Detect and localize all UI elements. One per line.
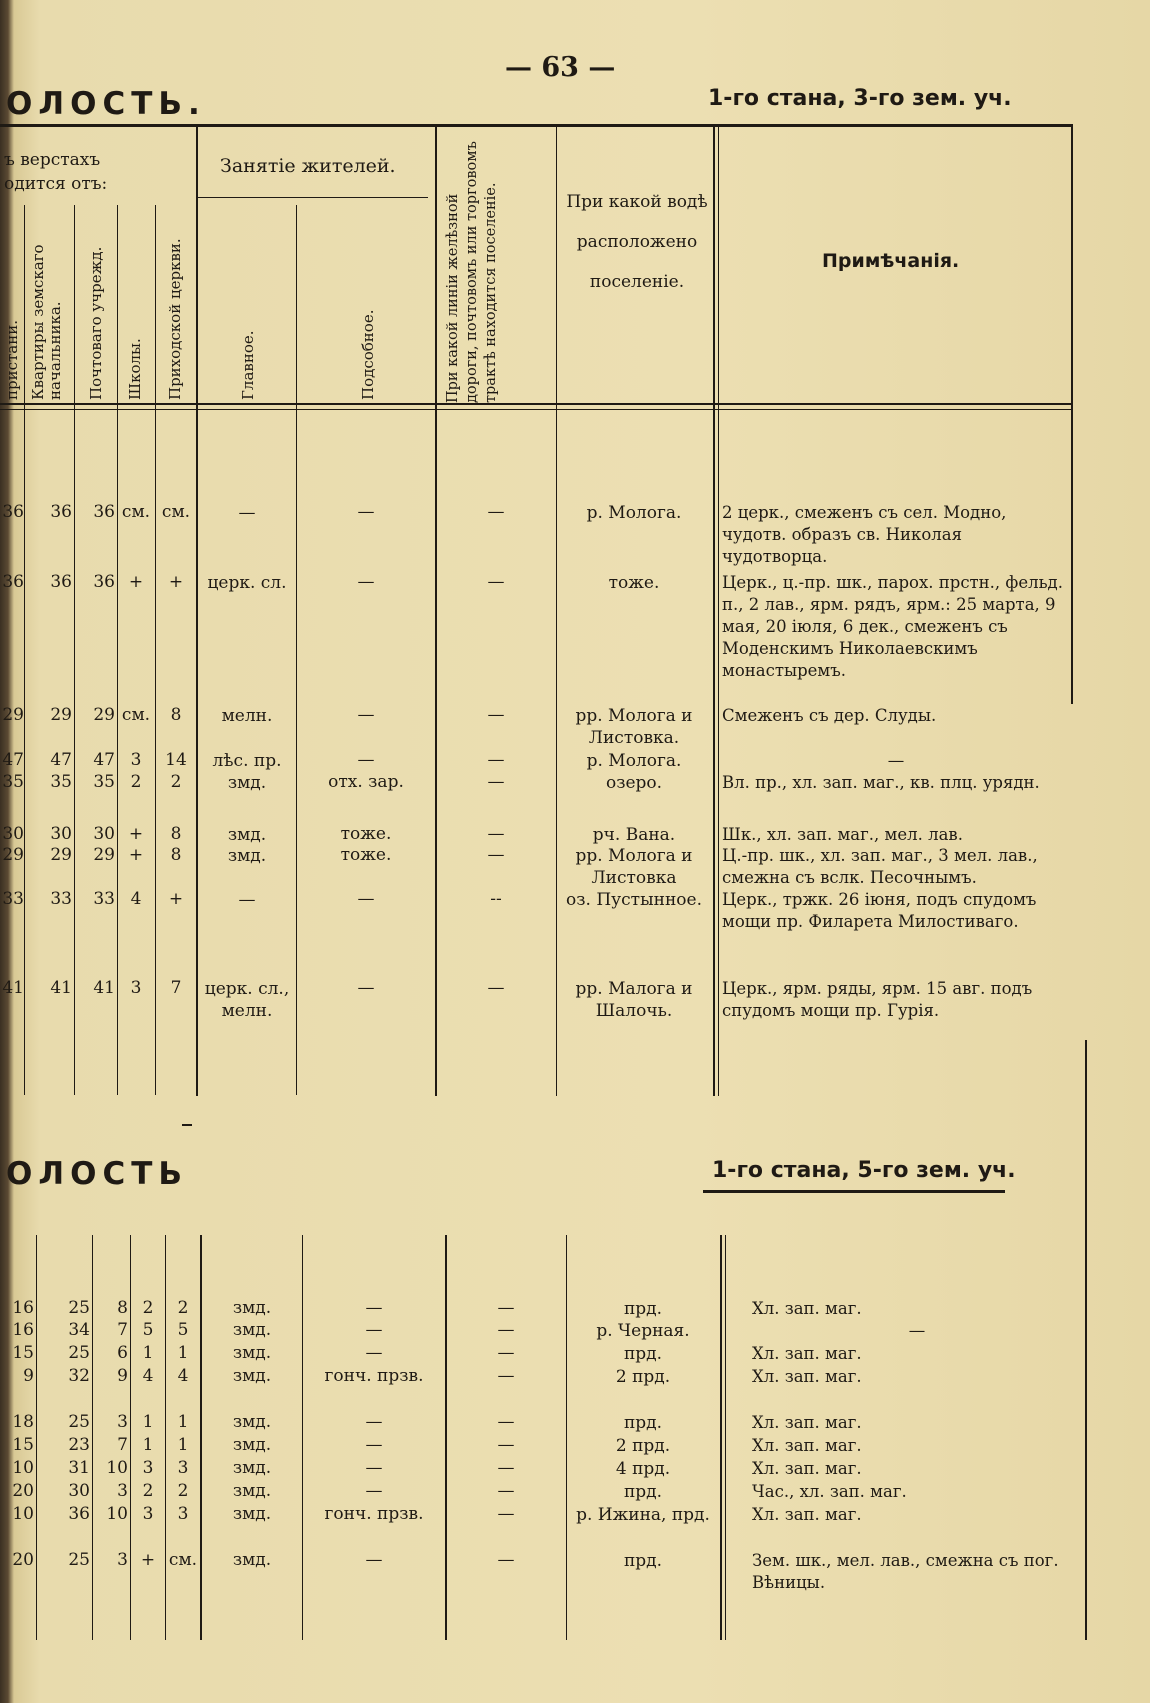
col-line <box>130 1235 131 1640</box>
cell-note: Хл. зап. маг. <box>752 1344 862 1363</box>
section1-title: ОЛОСТЬ. <box>6 86 206 122</box>
cell-p: 33 <box>2 889 24 909</box>
cell-sh: + <box>128 572 144 592</box>
cell-p: 41 <box>2 978 24 998</box>
header-top-rule <box>0 124 1072 127</box>
cell-k: 32 <box>68 1366 90 1386</box>
header-voda: При какой водѣ расположено поселеніе. <box>566 192 708 292</box>
cell-pd: — <box>357 705 375 725</box>
cell-sh: см. <box>121 705 151 725</box>
cell-ce: + <box>168 572 184 592</box>
cell-note: Час., хл. зап. маг. <box>752 1482 907 1501</box>
cell-gl: змд. <box>232 1343 272 1363</box>
col-line <box>24 205 25 1095</box>
cell-pd: — <box>365 1550 383 1570</box>
cell-p: 10 <box>12 1504 34 1524</box>
cell-sh: 3 <box>142 1504 154 1524</box>
cell-pd: тоже. <box>340 845 392 865</box>
col-line <box>718 126 719 1096</box>
header-pochta: Почтоваго учрежд. <box>87 246 105 400</box>
col-line <box>36 1235 37 1640</box>
cell-sh: + <box>140 1550 156 1570</box>
cell-p: 10 <box>12 1458 34 1478</box>
col-line <box>556 126 557 1096</box>
cell-p: 15 <box>12 1435 34 1455</box>
cell-k: 30 <box>50 824 72 844</box>
cell-note: — <box>887 751 905 770</box>
divider-mark <box>182 1124 192 1126</box>
cell-po: 41 <box>93 978 115 998</box>
cell-vo: озеро. <box>605 773 663 793</box>
cell-po: 3 <box>117 1550 128 1570</box>
cell-p: 16 <box>12 1298 34 1318</box>
cell-pd: — <box>365 1320 383 1340</box>
cell-note: Шк., хл. зап. маг., мел. лав. <box>722 825 963 844</box>
cell-k: 29 <box>50 705 72 725</box>
cell-p: 36 <box>2 572 24 592</box>
cell-li: — <box>497 1435 515 1455</box>
cell-note: — <box>908 1321 926 1340</box>
cell-ce: 1 <box>177 1343 189 1363</box>
cell-sh: 2 <box>142 1481 154 1501</box>
distance-header-2: одится отъ: <box>4 174 108 194</box>
cell-ce: см. <box>161 502 191 522</box>
col-line <box>725 1235 726 1640</box>
cell-po: 10 <box>106 1458 128 1478</box>
header-podsobnoe: Подсобное. <box>359 309 377 400</box>
cell-note: Хл. зап. маг. <box>752 1436 862 1455</box>
cell-k: 35 <box>50 772 72 792</box>
cell-po: 47 <box>93 750 115 770</box>
cell-po: 36 <box>93 502 115 522</box>
header-pristan: пристани. <box>3 319 21 400</box>
col-line <box>117 205 118 1095</box>
cell-pd: — <box>365 1298 383 1318</box>
cell-k: 25 <box>68 1343 90 1363</box>
cell-ce: 3 <box>177 1458 189 1478</box>
cell-ce: 5 <box>177 1320 189 1340</box>
cell-li: — <box>487 978 505 998</box>
cell-note: Церк., тржк. 26 іюня, подъ спудомъ мощи пр. Филарета Милостиваго. <box>722 890 1037 931</box>
header-zanyatie: Занятіе жителей. <box>220 155 396 177</box>
section2-stan: 1-го стана, 5-го зем. уч. <box>712 1158 1016 1183</box>
cell-vo: 2 прд. <box>615 1367 671 1387</box>
col-line <box>200 1235 202 1640</box>
cell-sh: см. <box>121 502 151 522</box>
cell-pd: тоже. <box>340 824 392 844</box>
cell-gl: церк. сл., мелн. <box>204 979 290 1021</box>
cell-li: -- <box>490 889 502 909</box>
cell-k: 25 <box>68 1412 90 1432</box>
cell-pd: — <box>365 1458 383 1478</box>
cell-gl: змд. <box>232 1320 272 1340</box>
col-line <box>445 1235 447 1640</box>
header-shkoly: Школы. <box>126 338 144 400</box>
cell-pd: — <box>365 1412 383 1432</box>
cell-ce: 1 <box>177 1412 189 1432</box>
header-liniya: При какой линіи желѣзной дороги, почтовомъ или торговомъ трактѣ находится поселеніе. <box>445 141 499 403</box>
header-bottom-rule <box>0 403 1072 405</box>
header-kvartira: Квартиры земскаго начальника. <box>29 244 64 400</box>
cell-po: 29 <box>93 845 115 865</box>
cell-sh: 4 <box>142 1366 154 1386</box>
cell-k: 36 <box>50 572 72 592</box>
col-line <box>74 205 75 1095</box>
cell-sh: 1 <box>142 1343 154 1363</box>
cell-sh: 2 <box>142 1298 154 1318</box>
cell-sh: 1 <box>142 1412 154 1432</box>
cell-sh: 5 <box>142 1320 154 1340</box>
cell-li: — <box>487 772 505 792</box>
cell-pd: — <box>357 978 375 998</box>
cell-li: — <box>497 1366 515 1386</box>
cell-vo: р. Молога. <box>586 503 682 523</box>
cell-li: — <box>497 1458 515 1478</box>
cell-k: 29 <box>50 845 72 865</box>
cell-p: 16 <box>12 1320 34 1340</box>
cell-gl: змд. <box>232 1366 272 1386</box>
cell-pd: гонч. прзв. <box>324 1504 424 1524</box>
cell-vo: р. Молога. <box>586 751 682 771</box>
cell-ce: 2 <box>177 1298 189 1318</box>
cell-vo: прд. <box>623 1551 663 1571</box>
col-line <box>92 1235 93 1640</box>
cell-ce: 7 <box>170 978 182 998</box>
page-number: — 63 — <box>505 52 616 83</box>
cell-ce: 14 <box>165 750 187 770</box>
cell-li: — <box>487 750 505 770</box>
right-border <box>1071 124 1073 704</box>
cell-k: 36 <box>50 502 72 522</box>
cell-sh: 3 <box>130 750 142 770</box>
cell-note: Хл. зап. маг. <box>752 1413 862 1432</box>
cell-vo: прд. <box>623 1413 663 1433</box>
cell-note: Смеженъ съ дер. Слуды. <box>722 706 937 725</box>
cell-vo: прд. <box>623 1482 663 1502</box>
cell-gl: — <box>238 890 256 910</box>
col-line <box>720 1235 722 1640</box>
cell-gl: лѣс. пр. <box>212 751 282 771</box>
cell-gl: мелн. <box>221 706 273 726</box>
cell-po: 29 <box>93 705 115 725</box>
cell-sh: 1 <box>142 1435 154 1455</box>
cell-gl: змд. <box>232 1550 272 1570</box>
cell-li: — <box>487 572 505 592</box>
cell-k: 33 <box>50 889 72 909</box>
cell-pd: — <box>365 1481 383 1501</box>
header-primechaniya: Примѣчанія. <box>822 250 960 272</box>
cell-gl: змд. <box>232 1298 272 1318</box>
cell-p: 29 <box>2 705 24 725</box>
cell-ce: 8 <box>170 845 182 865</box>
right-border <box>1085 1040 1087 1640</box>
cell-gl: змд. <box>227 846 267 866</box>
cell-pd: — <box>357 502 375 522</box>
cell-ce: см. <box>168 1550 198 1570</box>
cell-p: 35 <box>2 772 24 792</box>
cell-vo: р. Ижина, прд. <box>576 1505 710 1525</box>
cell-sh: 2 <box>130 772 142 792</box>
cell-po: 35 <box>93 772 115 792</box>
cell-note: Церк., ярм. ряды, ярм. 15 авг. подъ спудомъ мощи пр. Гурія. <box>722 979 1033 1020</box>
cell-note: 2 церк., смеженъ съ сел. Модно, чудотв. образъ св. Николая чудотворца. <box>722 503 1007 566</box>
cell-li: — <box>497 1298 515 1318</box>
cell-vo: р. Черная. <box>596 1321 690 1341</box>
cell-li: — <box>487 845 505 865</box>
section1-stan: 1-го стана, 3-го зем. уч. <box>708 86 1012 111</box>
cell-po: 36 <box>93 572 115 592</box>
cell-ce: 8 <box>170 705 182 725</box>
cell-po: 3 <box>117 1412 128 1432</box>
cell-po: 7 <box>117 1320 128 1340</box>
col-line <box>196 126 198 1096</box>
cell-k: 41 <box>50 978 72 998</box>
cell-k: 23 <box>68 1435 90 1455</box>
cell-p: 15 <box>12 1343 34 1363</box>
cell-pd: гонч. прзв. <box>324 1366 424 1386</box>
cell-p: 18 <box>12 1412 34 1432</box>
cell-note: Хл. зап. маг. <box>752 1367 862 1386</box>
cell-po: 33 <box>93 889 115 909</box>
cell-note: Ц.-пр. шк., хл. зап. маг., 3 мел. лав., смежна съ вслк. Песочнымъ. <box>722 846 1038 887</box>
zanyatie-rule <box>198 197 428 198</box>
cell-vo: оз. Пустынное. <box>566 890 702 910</box>
cell-po: 8 <box>117 1298 128 1318</box>
cell-li: — <box>497 1504 515 1524</box>
cell-gl: змд. <box>232 1435 272 1455</box>
cell-li: — <box>497 1343 515 1363</box>
col-line <box>713 126 715 1096</box>
cell-li: — <box>497 1550 515 1570</box>
cell-note: Церк., ц.-пр. шк., парох. прстн., фельд. п., 2 лав., ярм. рядъ, ярм.: 25 марта, 9 мая, 20 іюля, 6 дек., смеженъ съ Моденскимъ Николаевскимъ монастыремъ. <box>722 573 1063 680</box>
cell-vo: прд. <box>623 1299 663 1319</box>
cell-vo: рч. Вана. <box>592 825 676 845</box>
col-line <box>165 1235 166 1640</box>
cell-vo: рр. Малога и Шалочь. <box>575 979 693 1021</box>
cell-ce: 8 <box>170 824 182 844</box>
cell-k: 31 <box>68 1458 90 1478</box>
cell-note: Вл. пр., хл. зап. маг., кв. плц. урядн. <box>722 773 1040 792</box>
col-line <box>155 205 156 1095</box>
cell-note: Хл. зап. маг. <box>752 1299 862 1318</box>
cell-gl: — <box>238 503 256 523</box>
cell-li: — <box>497 1412 515 1432</box>
cell-vo: 2 прд. <box>615 1436 671 1456</box>
cell-ce: 2 <box>170 772 182 792</box>
cell-sh: 3 <box>130 978 142 998</box>
cell-gl: змд. <box>227 825 267 845</box>
cell-k: 25 <box>68 1298 90 1318</box>
cell-vo: 4 прд. <box>615 1459 671 1479</box>
cell-pd: — <box>365 1343 383 1363</box>
cell-pd: — <box>357 750 375 770</box>
cell-vo: прд. <box>623 1344 663 1364</box>
cell-k: 36 <box>68 1504 90 1524</box>
cell-pd: отх. зар. <box>328 772 404 792</box>
col-line <box>435 126 437 1096</box>
header-cerkov: Приходской церкви. <box>166 238 184 400</box>
col-line <box>296 205 297 1095</box>
cell-li: — <box>487 502 505 522</box>
cell-vo: тоже. <box>608 573 660 593</box>
cell-pd: — <box>365 1435 383 1455</box>
cell-ce: + <box>168 889 184 909</box>
cell-ce: 1 <box>177 1435 189 1455</box>
cell-po: 7 <box>117 1435 128 1455</box>
cell-k: 34 <box>68 1320 90 1340</box>
cell-note: Зем. шк., мел. лав., смежна съ пог. Вѣницы. <box>752 1551 1059 1592</box>
cell-note: Хл. зап. маг. <box>752 1505 862 1524</box>
cell-li: — <box>497 1320 515 1340</box>
cell-gl: змд. <box>232 1504 272 1524</box>
header-bottom-rule-2 <box>0 409 1072 410</box>
cell-po: 9 <box>117 1366 128 1386</box>
cell-pd: — <box>357 889 375 909</box>
cell-sh: + <box>128 845 144 865</box>
cell-p: 20 <box>12 1481 34 1501</box>
cell-gl: змд. <box>232 1412 272 1432</box>
cell-vo: рр. Молога и Листовка. <box>575 706 693 748</box>
cell-po: 10 <box>106 1504 128 1524</box>
header-glavnoe: Главное. <box>239 330 257 400</box>
cell-ce: 2 <box>177 1481 189 1501</box>
col-line <box>302 1235 303 1640</box>
cell-po: 30 <box>93 824 115 844</box>
cell-sh: 4 <box>130 889 142 909</box>
cell-k: 30 <box>68 1481 90 1501</box>
cell-pd: — <box>357 572 375 592</box>
cell-p: 29 <box>2 845 24 865</box>
cell-ce: 3 <box>177 1504 189 1524</box>
col-line <box>566 1235 567 1640</box>
cell-li: — <box>497 1481 515 1501</box>
cell-gl: церк. сл. <box>207 573 287 593</box>
distance-header-1: ъ верстахъ <box>4 150 101 170</box>
cell-gl: змд. <box>227 773 267 793</box>
cell-p: 47 <box>2 750 24 770</box>
cell-li: — <box>487 824 505 844</box>
cell-p: 20 <box>12 1550 34 1570</box>
section2-title: ОЛОСТЬ <box>6 1156 188 1192</box>
cell-k: 47 <box>50 750 72 770</box>
cell-po: 3 <box>117 1481 128 1501</box>
cell-sh: + <box>128 824 144 844</box>
cell-ce: 4 <box>177 1366 189 1386</box>
cell-k: 25 <box>68 1550 90 1570</box>
cell-p: 9 <box>23 1366 34 1386</box>
section2-stan-rule <box>703 1190 1005 1193</box>
cell-gl: змд. <box>232 1481 272 1501</box>
cell-note: Хл. зап. маг. <box>752 1459 862 1478</box>
cell-po: 6 <box>117 1343 128 1363</box>
cell-li: — <box>487 705 505 725</box>
cell-p: 30 <box>2 824 24 844</box>
cell-gl: змд. <box>232 1458 272 1478</box>
cell-p: 36 <box>2 502 24 522</box>
cell-vo: рр. Молога и Листовка <box>575 846 693 888</box>
cell-sh: 3 <box>142 1458 154 1478</box>
